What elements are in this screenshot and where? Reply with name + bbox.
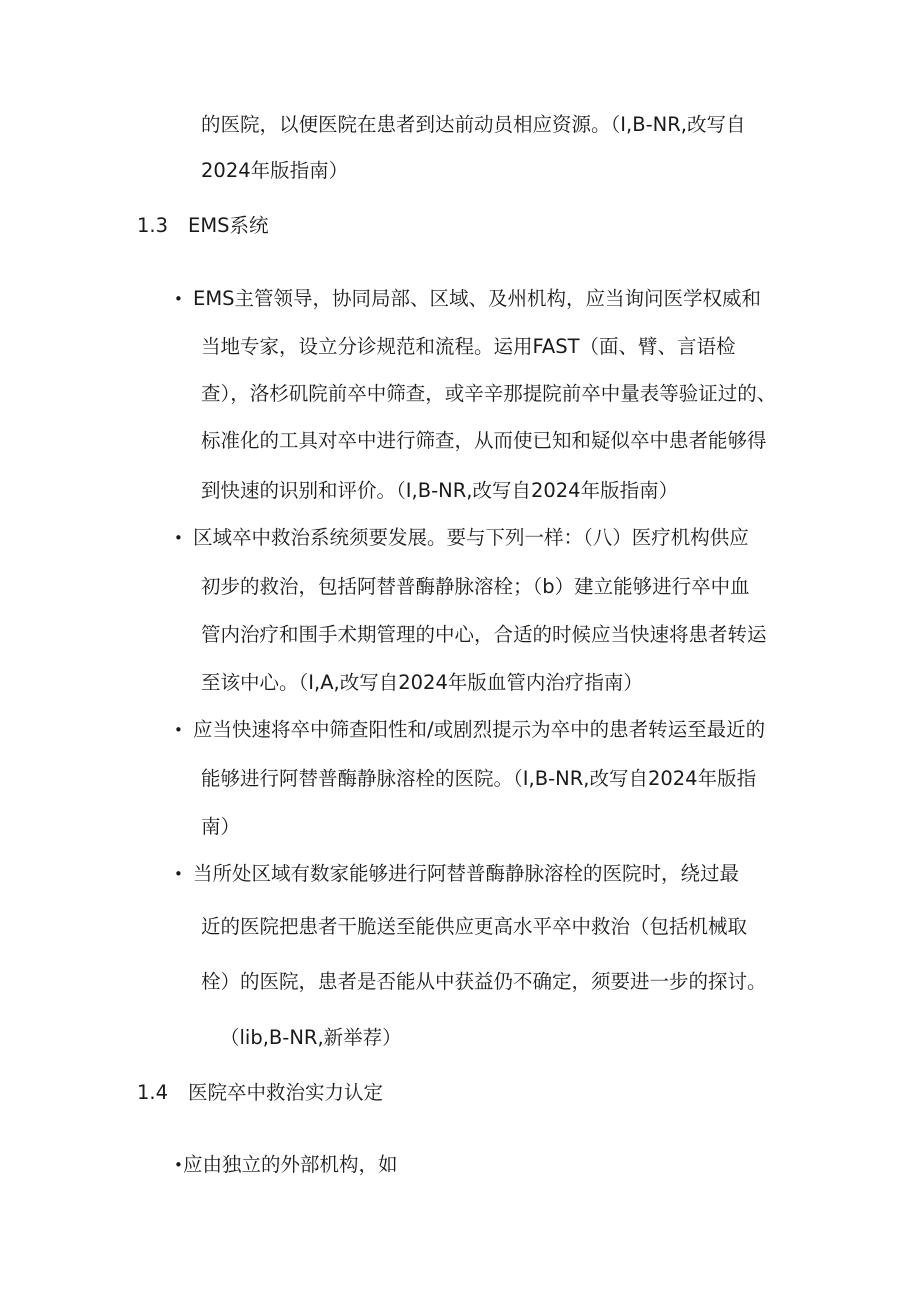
- bullet-symbol: •: [174, 290, 183, 308]
- bullet-text-line: 能够进行阿替普酶静脉溶栓的医院。（I,B-NR,改写自2024年版指: [201, 767, 757, 790]
- section-title: 医院卒中救治实力认定: [188, 1081, 384, 1104]
- intro-line: 2024年版指南）: [201, 159, 349, 182]
- intro-line: 的医院，以便医院在患者到达前动员相应资源。（I,B-NR,改写自: [201, 113, 746, 136]
- bullet-text-line: 应当快速将卒中筛查阳性和/或剧烈提示为卒中的患者转运至最近的: [193, 718, 766, 741]
- bullet-text-line: （lib,B-NR,新举荐）: [220, 1026, 402, 1049]
- bullet-text-line: 当所处区域有数家能够进行阿替普酶静脉溶栓的医院时，绕过最: [193, 862, 740, 885]
- bullet-text-line: 到快速的识别和评价。（I,B-NR,改写自2024年版指南）: [201, 479, 679, 502]
- section-title: EMS系统: [188, 214, 269, 237]
- section-number: 1.4: [137, 1081, 169, 1104]
- bullet-text-line: 近的医院把患者干脆送至能供应更高水平卒中救治（包括机械取: [201, 915, 748, 938]
- section-number: 1.3: [137, 214, 169, 237]
- bullet-text-line: EMS主管领导，协同局部、区域、及州机构，应当询问医学权威和: [193, 287, 762, 310]
- bullet-text-line: 查），洛杉矶院前卒中筛查，或辛辛那提院前卒中量表等验证过的、: [201, 382, 777, 405]
- bullet-text-line: 至该中心。（I,A,改写自2024年版血管内治疗指南）: [201, 671, 643, 694]
- bullet-text-line: 当地专家，设立分诊规范和流程。运用FAST（面、臂、言语检: [201, 335, 736, 358]
- bullet-text-line: 南）: [201, 815, 241, 838]
- bullet-text-line: 管内治疗和围手术期管理的中心，合适的时候应当快速将患者转运: [201, 623, 767, 646]
- bullet-text-line: 栓）的医院，患者是否能从中获益仍不确定，须要进一步的探讨。: [201, 970, 767, 993]
- bullet-symbol: •: [174, 865, 183, 883]
- bullet-text-line: 初步的救治，包括阿替普酶静脉溶栓；（b）建立能够进行卒中血: [201, 575, 750, 598]
- bullet-symbol: •: [174, 721, 183, 739]
- bullet-symbol: •: [174, 529, 183, 547]
- bullet-symbol: •: [174, 1156, 183, 1174]
- bullet-text-line: 应由独立的外部机构，如: [183, 1153, 398, 1176]
- bullet-text-line: 区域卒中救治系统须要发展。要与下列一样：（八）医疗机构供应: [193, 526, 749, 549]
- bullet-text-line: 标准化的工具对卒中进行筛查，从而使已知和疑似卒中患者能够得: [201, 429, 767, 452]
